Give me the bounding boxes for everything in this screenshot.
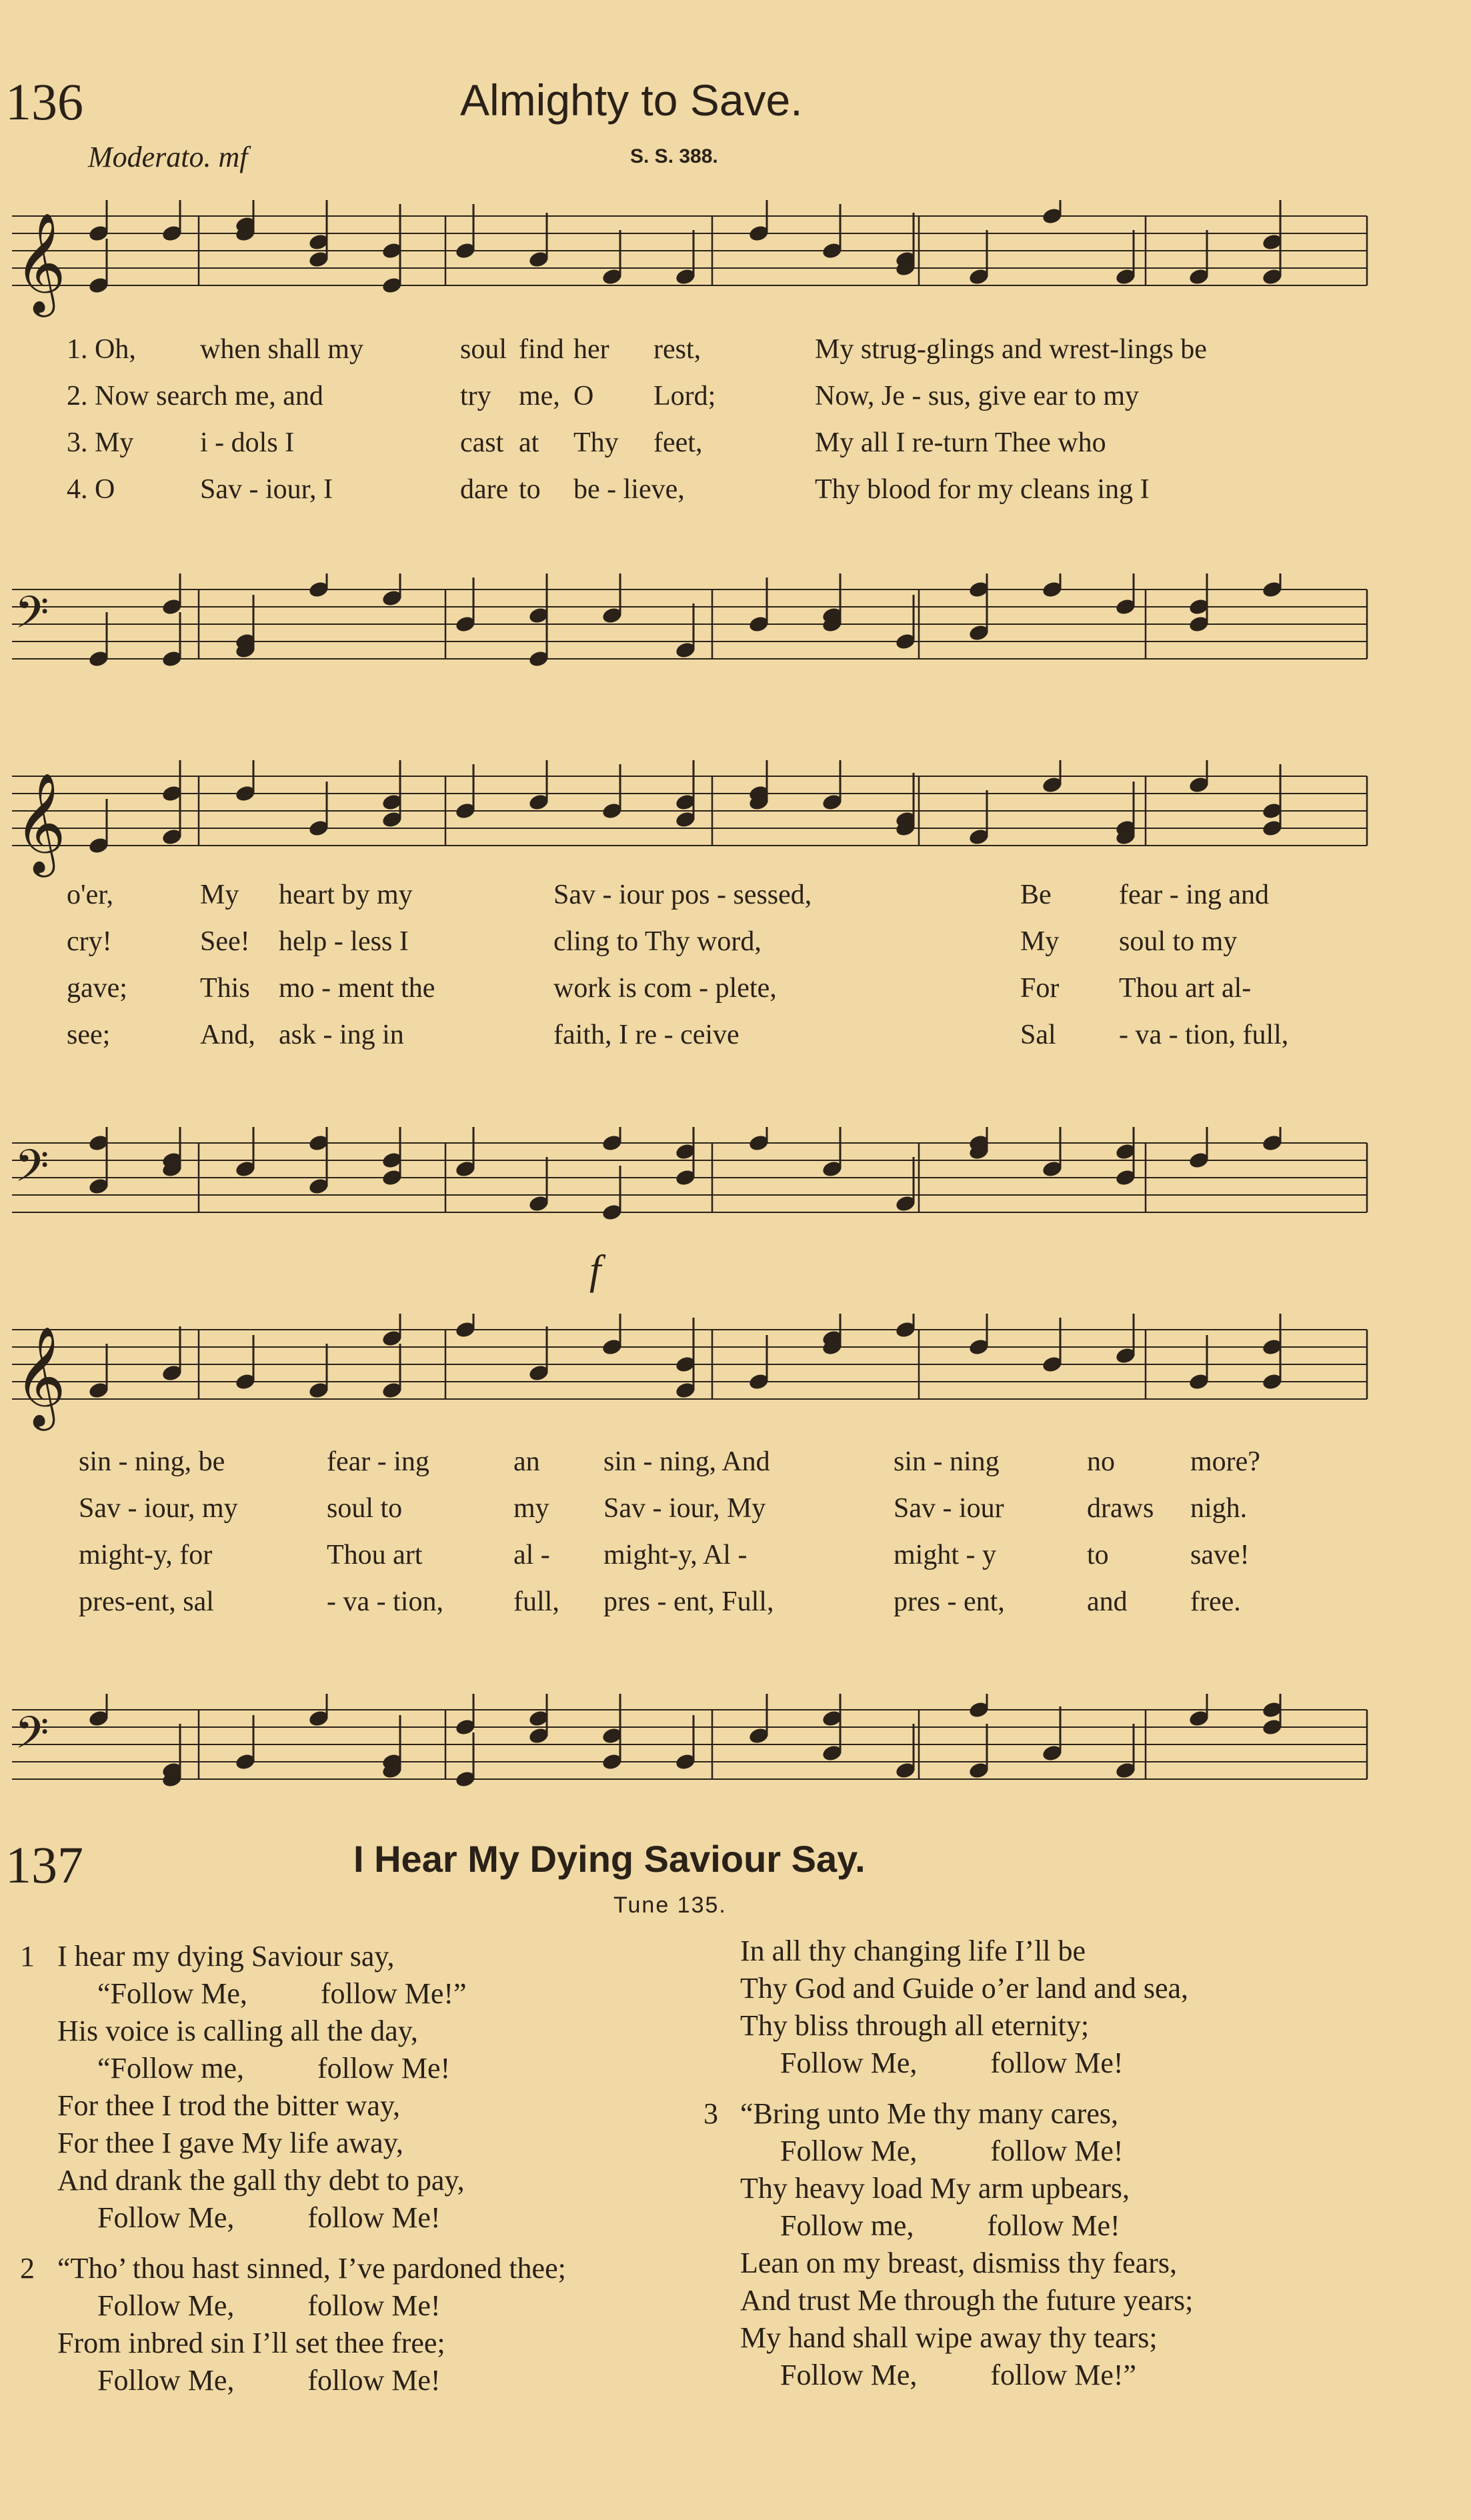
lyric-syllable: work is com - plete, bbox=[553, 973, 777, 1004]
lyric-syllable: help - less I bbox=[279, 926, 409, 957]
lyric-syllable: Sav - iour pos - sessed, bbox=[553, 880, 812, 910]
poem-line: “Tho’ thou hast sinned, I’ve pardoned thee; bbox=[57, 2252, 566, 2285]
lyric-syllable: And, bbox=[200, 1020, 255, 1050]
poem-line: Follow Me, follow Me! bbox=[97, 2201, 441, 2234]
lyric-syllable: See! bbox=[200, 926, 250, 957]
lyric-syllable: pres - ent, bbox=[894, 1586, 1005, 1617]
lyric-syllable: pres - ent, Full, bbox=[603, 1586, 774, 1617]
lyric-syllable: Sav - iour, I bbox=[200, 474, 333, 505]
lyric-syllable: Thy blood for my cleans ing I bbox=[815, 474, 1150, 505]
lyric-syllable: My strug-glings and wrest-lings be bbox=[815, 334, 1207, 365]
lyric-syllable: at bbox=[519, 427, 539, 458]
lyric-syllable: My bbox=[1020, 926, 1060, 957]
poem-line: I hear my dying Saviour say, bbox=[57, 1940, 395, 1973]
bass-staff-system-2 bbox=[12, 1127, 1372, 1287]
dynamic-forte: f bbox=[589, 1248, 601, 1293]
lyric-syllable: 1. Oh, bbox=[67, 334, 136, 365]
lyric-syllable: rest, bbox=[653, 334, 701, 365]
lyric-syllable: and bbox=[1087, 1586, 1128, 1617]
lyric-line bbox=[0, 1492, 1471, 1530]
lyric-syllable: - va - tion, bbox=[327, 1586, 443, 1617]
poem-line: Follow me, follow Me! bbox=[780, 2209, 1120, 2242]
staff-lines bbox=[12, 573, 1372, 734]
lyric-syllable: al - bbox=[513, 1540, 550, 1570]
lyric-syllable: find bbox=[519, 334, 564, 365]
lyric-line bbox=[0, 1586, 1471, 1623]
bass-clef-icon: 𝄢 bbox=[15, 587, 49, 649]
lyric-syllable: to bbox=[1087, 1540, 1109, 1570]
lyric-syllable: save! bbox=[1190, 1540, 1250, 1570]
poem-line: Thy God and Guide o’er land and sea, bbox=[740, 1972, 1189, 2005]
lyric-line bbox=[0, 1019, 1471, 1056]
lyric-syllable: to bbox=[519, 474, 541, 505]
lyric-syllable: soul bbox=[460, 334, 507, 365]
hymn-title: Almighty to Save. bbox=[460, 75, 803, 125]
bass-staff-system-1 bbox=[12, 573, 1372, 734]
poem-line: For thee I trod the bitter way, bbox=[57, 2089, 400, 2122]
lyric-syllable: when shall my bbox=[200, 334, 363, 365]
poem-line: Follow Me, follow Me! bbox=[780, 2135, 1124, 2167]
lyric-syllable: full, bbox=[513, 1586, 559, 1617]
lyric-syllable: try bbox=[460, 381, 491, 411]
lyric-syllable: draws bbox=[1087, 1493, 1154, 1524]
lyric-syllable: faith, I re - ceive bbox=[553, 1020, 740, 1050]
lyric-syllable: no bbox=[1087, 1446, 1115, 1477]
lyric-syllable: o'er, bbox=[67, 880, 114, 910]
poem-line: “Follow Me, follow Me!” bbox=[97, 1977, 467, 2010]
lyric-syllable: Thou art al- bbox=[1119, 973, 1252, 1004]
lyric-syllable: my bbox=[513, 1493, 549, 1524]
lyric-syllable: Sav - iour, my bbox=[79, 1493, 238, 1524]
lyric-syllable: might-y, for bbox=[79, 1540, 213, 1570]
lyric-syllable: - va - tion, full, bbox=[1119, 1020, 1289, 1050]
lyric-syllable: soul to my bbox=[1119, 926, 1238, 957]
lyric-syllable: might - y bbox=[894, 1540, 996, 1570]
verse-number: 2 bbox=[20, 2252, 35, 2285]
hymn-number: 136 bbox=[5, 73, 83, 131]
lyric-syllable: cry! bbox=[67, 926, 112, 957]
lyric-syllable: Be bbox=[1020, 880, 1052, 910]
lyric-syllable: her bbox=[573, 334, 609, 365]
poem-line: Lean on my breast, dismiss thy fears, bbox=[740, 2247, 1177, 2279]
hymn-title-137: I Hear My Dying Saviour Say. bbox=[353, 1838, 866, 1880]
poem-line: Thy bliss through all eternity; bbox=[740, 2009, 1090, 2042]
lyric-syllable: an bbox=[513, 1446, 540, 1477]
lyric-syllable: pres-ent, sal bbox=[79, 1586, 214, 1617]
tune-reference: Tune 135. bbox=[613, 1893, 727, 1918]
lyric-syllable: Sal bbox=[1020, 1020, 1056, 1050]
lyric-syllable: dare bbox=[460, 474, 509, 505]
bass-staff-system-3 bbox=[12, 1694, 1372, 1854]
poem-line: Follow Me, follow Me! bbox=[97, 2364, 441, 2397]
poem-line: For thee I gave My life away, bbox=[57, 2127, 403, 2159]
lyric-syllable: i - dols I bbox=[200, 427, 295, 458]
lyric-syllable: This bbox=[200, 973, 250, 1004]
hymn-number-137: 137 bbox=[5, 1836, 83, 1894]
staff-lines bbox=[12, 1694, 1372, 1854]
treble-clef-icon: 𝄞 bbox=[15, 211, 66, 313]
lyric-syllable: fear - ing and bbox=[1119, 880, 1270, 910]
poem-line: Follow Me, follow Me! bbox=[97, 2289, 441, 2322]
lyric-syllable: Lord; bbox=[653, 381, 716, 411]
lyric-syllable: Thou art bbox=[327, 1540, 423, 1570]
poem-line: In all thy changing life I’ll be bbox=[740, 1935, 1086, 1967]
lyric-syllable: see; bbox=[67, 1020, 111, 1050]
lyric-syllable: me, bbox=[519, 381, 560, 411]
lyric-syllable: Now, Je - sus, give ear to my bbox=[815, 381, 1140, 411]
lyric-syllable: For bbox=[1020, 973, 1060, 1004]
lyric-line bbox=[0, 926, 1471, 963]
poem-line: From inbred sin I’ll set thee free; bbox=[57, 2327, 445, 2359]
treble-clef-icon: 𝄞 bbox=[15, 1325, 66, 1426]
lyric-line bbox=[0, 972, 1471, 1010]
lyric-syllable: sin - ning, And bbox=[603, 1446, 770, 1477]
poem-line: And trust Me through the future years; bbox=[740, 2284, 1194, 2317]
lyric-line bbox=[0, 333, 1471, 371]
lyric-line bbox=[0, 879, 1471, 916]
lyric-syllable: feet, bbox=[653, 427, 703, 458]
lyric-syllable: nigh. bbox=[1190, 1493, 1248, 1524]
lyric-syllable: O bbox=[573, 381, 594, 411]
poem-line: “Follow me, follow Me! bbox=[97, 2052, 451, 2085]
lyric-syllable: heart by my bbox=[279, 880, 413, 910]
source-reference: S. S. 388. bbox=[630, 145, 718, 167]
lyric-syllable: 3. My bbox=[67, 427, 134, 458]
lyric-syllable: cast bbox=[460, 427, 504, 458]
lyric-syllable: might-y, Al - bbox=[603, 1540, 748, 1570]
lyric-line bbox=[0, 427, 1471, 464]
lyric-syllable: soul to bbox=[327, 1493, 403, 1524]
poem-line: Follow Me, follow Me! bbox=[780, 2047, 1124, 2079]
lyric-syllable: My all I re-turn Thee who bbox=[815, 427, 1106, 458]
lyric-syllable: ask - ing in bbox=[279, 1020, 404, 1050]
lyric-syllable: 4. O bbox=[67, 474, 115, 505]
poem-line: Follow Me, follow Me!” bbox=[780, 2359, 1137, 2391]
lyric-syllable: Sav - iour bbox=[894, 1493, 1004, 1524]
lyric-line bbox=[0, 1446, 1471, 1483]
staff-lines bbox=[12, 1127, 1372, 1287]
lyric-syllable: free. bbox=[1190, 1586, 1241, 1617]
tempo-marking: Moderato. mf bbox=[88, 141, 248, 173]
bass-clef-icon: 𝄢 bbox=[15, 1707, 49, 1769]
lyric-syllable: mo - ment the bbox=[279, 973, 435, 1004]
treble-clef-icon: 𝄞 bbox=[15, 772, 66, 873]
lyric-syllable: fear - ing bbox=[327, 1446, 429, 1477]
lyric-syllable: cling to Thy word, bbox=[553, 926, 762, 957]
lyric-line bbox=[0, 473, 1471, 511]
lyric-syllable: more? bbox=[1190, 1446, 1260, 1477]
lyric-line bbox=[0, 1539, 1471, 1576]
lyric-syllable: 2. Now search me, and bbox=[67, 381, 323, 411]
poem-line: Thy heavy load My arm upbears, bbox=[740, 2172, 1130, 2205]
lyric-syllable: My bbox=[200, 880, 239, 910]
poem-line: His voice is calling all the day, bbox=[57, 2015, 418, 2047]
bass-clef-icon: 𝄢 bbox=[15, 1140, 49, 1202]
lyric-line bbox=[0, 380, 1471, 417]
verse-number: 3 bbox=[703, 2097, 718, 2130]
poem-line: “Bring unto Me thy many cares, bbox=[740, 2097, 1118, 2130]
lyric-syllable: Sav - iour, My bbox=[603, 1493, 766, 1524]
lyric-syllable: Thy bbox=[573, 427, 619, 458]
lyric-syllable: be - lieve, bbox=[573, 474, 685, 505]
lyric-syllable: gave; bbox=[67, 973, 127, 1004]
verse-number: 1 bbox=[20, 1940, 35, 1973]
poem-line: My hand shall wipe away thy tears; bbox=[740, 2321, 1158, 2354]
lyric-syllable: sin - ning, be bbox=[79, 1446, 225, 1477]
lyric-syllable: sin - ning bbox=[894, 1446, 1000, 1477]
poem-line: And drank the gall thy debt to pay, bbox=[57, 2164, 465, 2197]
